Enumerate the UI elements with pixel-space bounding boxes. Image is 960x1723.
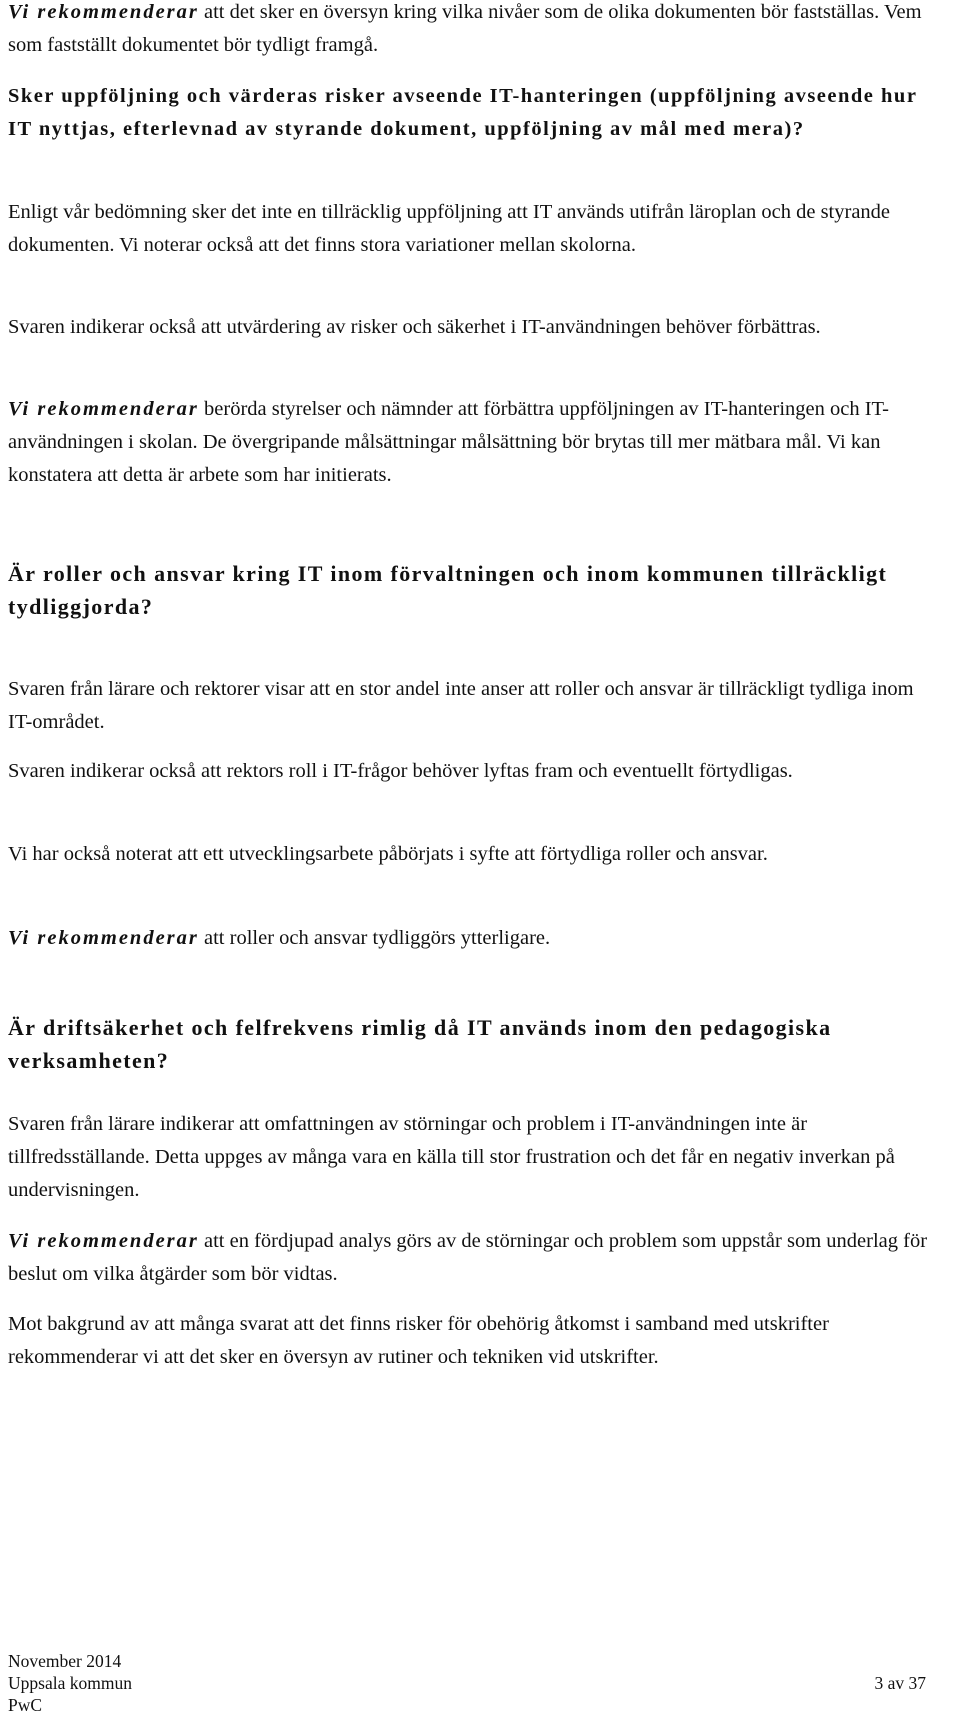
paragraph-recommendation-analysis [8,1225,938,1291]
paragraph-text: att en fördjupad analys görs av de störningar och problem som uppstår som underlag för beslut om vilka åtgärder som bör vidtas. [8,1230,928,1285]
paragraph-disruptions: Svaren från lärare indikerar att omfattningen av störningar och problem i IT-användningen inte är tillfredsställande. Detta uppges av många vara en källa till stor frustration och det får en negativ inverkan på undervisningen. [8,1113,895,1201]
section-heading-reliability: Är driftsäkerhet och felfrekvens rimlig då IT används inom den pedagogiska verksamheten? [8,1015,832,1073]
paragraph-risk-evaluation: Svaren indikerar också att utvärdering av risker och säkerhet i IT-användningen behöver förbättras. [8,316,821,338]
recommendation-lead: Vi rekommenderar [8,1230,199,1252]
section-heading-roles: Är roller och ansvar kring IT inom förvaltningen och inom kommunen tillräckligt tydliggjorda? [8,561,888,619]
question-heading-follow-up: Sker uppföljning och värderas risker avseende IT-hanteringen (uppföljning avseende hur IT nyttjas, efterlevnad av styrande dokument, uppföljning av mål med mera)? [8,85,918,140]
paragraph-text: berörda styrelser och nämnder att förbättra uppföljningen av IT-hanteringen och IT-användningen i skolan. De övergripande målsättningar målsättning bör brytas till mer mätbara mål. Vi kan konstatera att detta är arbete som har initierats. [8,398,890,486]
paragraph-text: att roller och ansvar tydliggörs ytterligare. [198,927,551,949]
footer-organization: Uppsala kommun [8,1673,132,1693]
recommendation-lead: Vi rekommenderar [8,927,199,949]
recommendation-lead: Vi rekommenderar [8,398,199,420]
paragraph-recommendation-documents [8,0,938,62]
paragraph-development-work: Vi har också noterat att ett utvecklingsarbete påbörjats i syfte att förtydliga roller och ansvar. [8,843,768,865]
footer-date: November 2014 [8,1651,122,1671]
paragraph-recommendation-roles [8,922,938,955]
footer-company: PwC [8,1695,43,1715]
paragraph-principal-role: Svaren indikerar också att rektors roll i IT-frågor behöver lyftas fram och eventuellt förtydligas. [8,760,793,782]
paragraph-printing-risks: Mot bakgrund av att många svarat att det finns risker för obehörig åtkomst i samband med utskrifter rekommenderar vi att det sker en översyn av rutiner och tekniken vid utskrifter. [8,1313,829,1368]
paragraph-text: att det sker en översyn kring vilka nivåer som de olika dokumenten bör fastställas. Vem som fastställt dokumentet bör tydligt framgå. [8,1,922,56]
recommendation-lead: Vi rekommenderar [8,1,199,23]
paragraph-roles-survey: Svaren från lärare och rektorer visar att en stor andel inte anser att roller och ansvar är tillräckligt tydliga inom IT-området. [8,678,914,733]
paragraph-assessment: Enligt vår bedömning sker det inte en tillräcklig uppföljning att IT används utifrån läroplan och de styrande dokumenten. Vi noterar också att det finns stora variationer mellan skolorna. [8,201,891,256]
paragraph-recommendation-follow-up [8,393,938,492]
page-number: 3 av 37 [874,1673,926,1693]
